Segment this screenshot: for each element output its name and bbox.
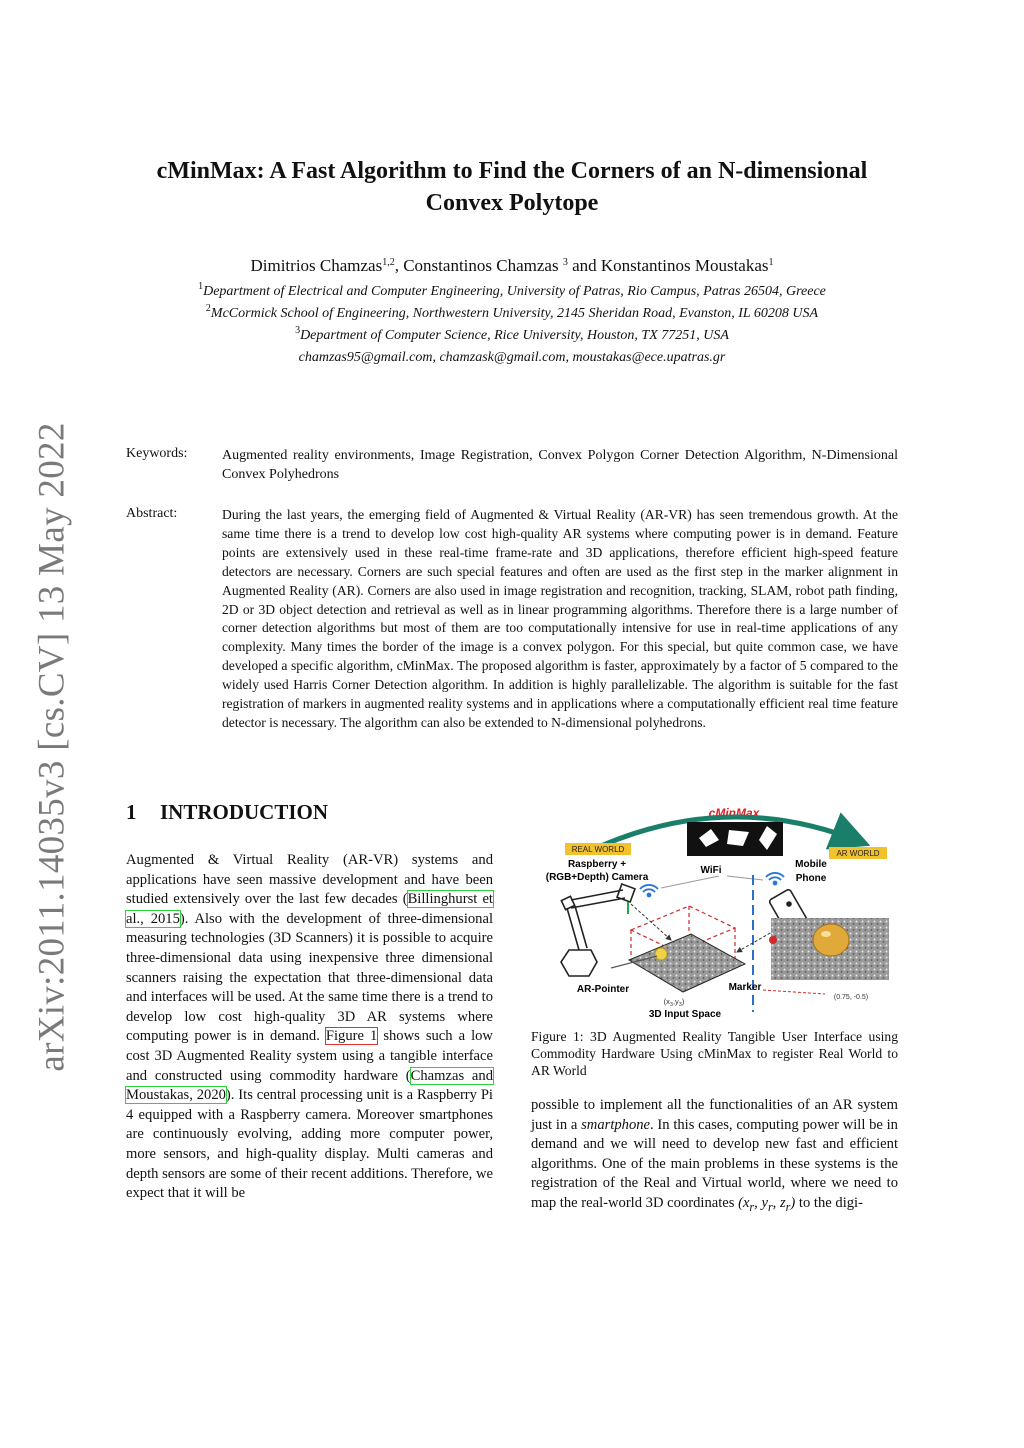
affiliations [100,281,924,369]
coord-y: ,y [672,997,679,1006]
section-heading [126,800,328,825]
intro-right-text-1: possible to implement all the functionalities of an AR system just in a [531,1097,898,1133]
affiliation-3-text: Department of Computer Science, Rice University, Houston, TX 77251, USA [300,328,729,343]
wifi-icon-phone [766,873,784,885]
camera-arm-icon [561,884,635,976]
arxiv-stamp [24,422,80,1072]
coord-x: (x [663,997,670,1006]
paper-title [100,155,924,219]
figure-1-link[interactable]: Figure 1 [325,1028,378,1045]
citation-chamzas[interactable]: Chamzas and Moustakas, 2020 [126,1067,493,1104]
affiliation-2-text: McCormick School of Engineering, Northwestern University, 2145 Sheridan Road, Evanston, IL 60208 USA [210,306,819,321]
figure-1 [531,800,898,1022]
camera-label-2: (RGB+Depth) Camera [545,872,649,883]
section-title: INTRODUCTION [160,800,329,824]
mobile-label-2: Phone [795,873,827,884]
keywords-text: Augmented reality environments, Image Registration, Convex Polygon Corner Detection Algorithm, N-Dimensional Convex Polyhedrons [222,448,898,482]
intro-text-1: Augmented & Virtual Reality (AR-VR) systems and applications have seen massive development and have been studied extensively over the last few decades ( [126,852,493,908]
arxiv-id: arXiv:2011.14035v3 [cs.CV] 13 May 2022 [31,422,73,1072]
camera-arrow [631,904,671,940]
affiliation-2 [100,303,924,325]
author-2: , Constantinos Chamzas [394,256,563,275]
ratio-label: (0.75, -0.5) [833,994,869,1001]
coord-label [664,997,685,1008]
abstract-text: During the last years, the emerging field of Augmented & Virtual Reality (AR-VR) has seen tremendous growth. At the same time there is a trend to develop low cost high-quality AR systems where computing power is in demand. Feature points are extensively used in these real-time frame-rate and 3D applications, therefore efficient high-speed feature detectors are necessary. Corners are such special features and often are used as the first step in the marker alignment in Augmented Reality (AR). Corners are also used in image registration and recognition, tracking, SLAM, robot path finding, 2D or 3D object detection and retrieval as well as in linear programming algorithms. Therefore there is a large number of corner detection algorithms but most of them are too computationally intensive for use in real-time applications of any complexity. Many times the border of the image is a convex polygon. For this special, but quite common case, we have developed a specific algorithm, cMinMax. The proposed algorithm is faster, approximately by a factor of 5 compared to the widely used Harris Corner Detection algorithm. In addition is highly parallelizable. The algorithm is suitable for the fast registration of markers in augmented reality systems and in applications where a computationally efficient real time feature detector is necessary. The algorithm can also be extended to N-dimensional polyhedrons. [222,507,898,730]
intro-right-text-3: to the digi- [795,1194,863,1211]
affiliation-1-text: Department of Electrical and Computer Engineering, University of Patras, Rio Campus, Patras 26504, Greece [203,284,826,299]
coord-x-sub: 3 [669,1002,673,1008]
title-line-1: cMinMax: A Fast Algorithm to Find the Corners of an N-dimensional [156,158,868,184]
figure-1-diagram [531,800,898,1022]
author-list [100,256,924,276]
author-3: and Konstantinos Moustakas [567,256,769,275]
coordinate-math: ($x_r$, $y_r$, $z_r$) [738,1194,796,1214]
marker-label: Marker [728,982,762,993]
affiliation-1 [100,281,924,303]
intro-text-2: ). Also with the development of three-dimensional measuring technologies (3D Scanners) it is possible to acquire three-dimensional data using inexpensive three dimensional scanners raising the expectation that three-dimensional data and interfaces will be used. At the same time there is a trend to develop low cost high-quality 3D AR systems where computing power is in demand. [126,910,493,1045]
author-emails: chamzas95@gmail.com, chamzask@gmail.com, moustakas@ece.upatras.gr [298,350,726,365]
input-space-label: 3D Input Space [648,1009,722,1020]
real-world-label: REAL WORLD [571,845,625,854]
coord-close: ) [681,997,685,1006]
figure-1-caption: Figure 1: 3D Augmented Reality Tangible User Interface using Commodity Hardware Using cMinMax to register Real World to AR World [531,1029,898,1078]
ar-teapot-highlight [821,931,831,937]
intro-right-text-2: . In this cases, computing power will be in demand and we will need to develop new fast and efficient algorithms. One of the main problems in these systems is the registration of the Real and Virtual world, where we need to map the real-world 3D coordinates [531,1116,898,1211]
ar-pointer-dot [769,936,777,944]
ar-pointer-ball [655,948,667,960]
intro-text-3: shows such a low cost 3D Augmented Reality system using a tangible interface and constructed using commodity hardware ( [126,1028,493,1084]
abstract-label: Abstract: [126,506,178,521]
coord-y-sub: 3 [678,1002,682,1008]
wifi-link-2 [727,876,763,880]
smartphone-emphasis: smartphone [581,1116,651,1133]
author-1-sup: 1,2 [382,257,395,268]
affiliation-2-sup: 2 [205,303,211,314]
mapping-line [763,990,825,994]
math-y-sub: r [767,1199,773,1214]
ar-world-label: AR WORLD [836,849,880,858]
wifi-link-1 [661,876,719,888]
author-3-sup: 1 [768,257,774,268]
wifi-icon [640,885,658,897]
ar-pointer-label: AR-Pointer [576,984,630,995]
title-line-2: Convex Polytope [425,190,599,216]
camera-label-1: Raspberry + [567,859,627,870]
cminmax-label: cMinMax [708,806,760,820]
affiliation-1-sup: 1 [198,281,204,292]
section-number: 1 [126,800,137,824]
intro-text-4: ). Its central processing unit is a Raspberry Pi 4 equipped with a Raspberry camera. Moreover smartphones are continuously evolving, adding more computer power, more sensors, and high-quality display. Multi cameras and depth sensors are some of their recent additions. Therefore, we expect that it will be [126,1087,493,1202]
author-2-sup: 3 [562,257,568,268]
math-x: (x [738,1194,750,1211]
wifi-label: WiFi [700,865,722,876]
citation-billinghurst[interactable]: Billinghurst et al., 2015 [126,891,493,927]
author-1: Dimitrios Chamzas [250,256,383,275]
keywords-label: Keywords: [126,446,188,461]
intro-left-column [126,851,493,1204]
math-x-sub: r [749,1199,755,1214]
intro-right-column [531,1096,898,1217]
affiliation-3 [100,325,924,347]
affiliation-3-sup: 3 [295,325,301,336]
mobile-label-1: Mobile [795,859,827,870]
math-z-sub: r [785,1199,791,1214]
marker-plane [629,934,745,992]
ar-teapot-icon [813,924,849,956]
